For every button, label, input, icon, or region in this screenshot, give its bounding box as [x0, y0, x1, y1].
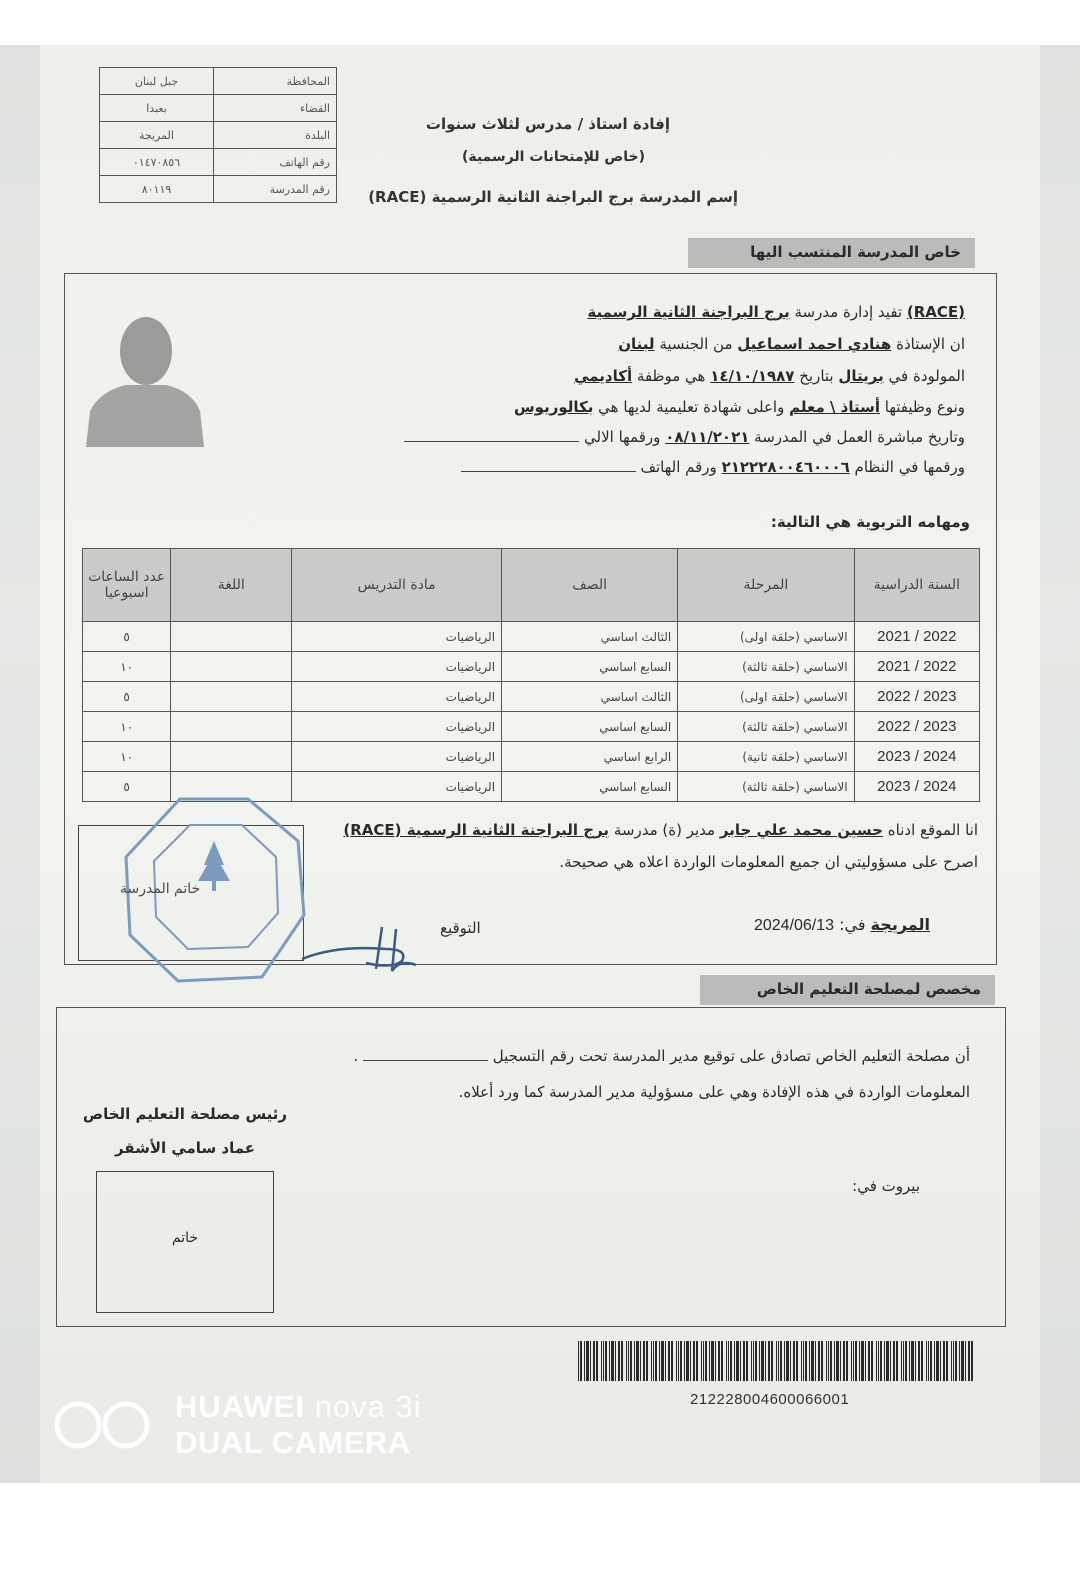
barcode-bar — [901, 1341, 902, 1381]
barcode-bar — [796, 1341, 798, 1381]
barcode-bar — [590, 1341, 591, 1381]
barcode-bar — [718, 1341, 720, 1381]
barcode-bar — [755, 1341, 757, 1381]
info-value: بعبدا — [100, 95, 214, 122]
duties-cell-hours: ١٠ — [83, 712, 171, 742]
duties-row — [83, 712, 980, 742]
barcode-bar — [605, 1341, 607, 1381]
duties-cell-stage: الاساسي (حلقة ثالثة) — [678, 772, 854, 802]
barcode-bar — [896, 1341, 898, 1381]
duties-header-cell: الصف — [502, 549, 678, 622]
info-label: المحافظة — [214, 68, 337, 95]
statement-line-3: المولودة في بريتال بتاريخ ١٤/١٠/١٩٨٧ هي موظفة أكاديمي — [574, 367, 965, 385]
barcode-bar — [811, 1341, 814, 1381]
duties-title: ومهامه التربوية هي التالية: — [770, 513, 970, 531]
dual-camera-logo-icon — [52, 1397, 154, 1453]
barcode-bar — [855, 1341, 857, 1381]
barcode-bar — [890, 1341, 891, 1381]
barcode-bar — [696, 1341, 698, 1381]
info-row — [100, 68, 337, 95]
barcode-bar — [586, 1341, 589, 1381]
barcode-bar — [953, 1341, 954, 1381]
barcode-bar — [686, 1341, 689, 1381]
barcode-bar — [834, 1341, 835, 1381]
stamp-box-label: خاتم — [171, 1230, 199, 1246]
duties-row — [83, 682, 980, 712]
barcode-bar — [751, 1341, 752, 1381]
duties-header-cell: اللغة — [171, 549, 292, 622]
duties-header-cell: عدد الساعات اسبوعيا — [83, 549, 171, 622]
info-value: ٠١٤٧٠٨٥٦ — [100, 149, 214, 176]
duties-cell-hours: ٥ — [83, 622, 171, 652]
barcode-bar — [851, 1341, 852, 1381]
person-photo-placeholder — [86, 307, 206, 447]
barcode-bar — [903, 1341, 904, 1381]
info-label: رقم المدرسة — [214, 176, 337, 203]
info-row — [100, 176, 337, 203]
barcode-bar — [934, 1341, 935, 1381]
barcode-bar — [726, 1341, 727, 1381]
barcode-bar — [818, 1341, 820, 1381]
barcode — [578, 1341, 978, 1381]
barcode-bar — [621, 1341, 623, 1381]
info-label: رقم الهاتف — [214, 149, 337, 176]
barcode-bar — [776, 1341, 777, 1381]
barcode-bar — [905, 1341, 907, 1381]
head-title: رئيس مصلحة التعليم الخاص — [82, 1105, 288, 1123]
barcode-bar — [653, 1341, 654, 1381]
barcode-bar — [596, 1341, 598, 1381]
info-value: ٨٠١١٩ — [100, 176, 214, 203]
barcode-bar — [636, 1341, 639, 1381]
duties-cell-subject: الرياضيات — [292, 742, 502, 772]
barcode-bar — [584, 1341, 585, 1381]
barcode-bar — [593, 1341, 595, 1381]
duties-cell-subject: الرياضيات — [292, 772, 502, 802]
barcode-bar — [865, 1341, 866, 1381]
barcode-bar — [955, 1341, 957, 1381]
info-label: القضاء — [214, 95, 337, 122]
declaration-line-2: اصرح على مسؤوليتي ان جميع المعلومات الواردة اعلاه هي صحيحة. — [559, 853, 978, 871]
barcode-bar — [655, 1341, 657, 1381]
duties-cell-subject: الرياضيات — [292, 652, 502, 682]
barcode-bar — [909, 1341, 910, 1381]
signature-label: التوقيع — [440, 919, 481, 937]
duties-cell-hours: ١٠ — [83, 652, 171, 682]
duties-cell-year: 2024 / 2023 — [854, 772, 979, 802]
barcode-bar — [671, 1341, 673, 1381]
statement-line-5: وتاريخ مباشرة العمل في المدرسة ٠٨/١١/٢٠٢١ ورقمها الالي — [404, 428, 965, 446]
signature — [296, 919, 426, 979]
barcode-bar — [715, 1341, 716, 1381]
duties-cell-year: 2023 / 2022 — [854, 712, 979, 742]
info-row — [100, 122, 337, 149]
duties-cell-hours: ٥ — [83, 682, 171, 712]
barcode-bar — [803, 1341, 804, 1381]
barcode-bar — [790, 1341, 791, 1381]
duties-cell-grade: الثالث اساسي — [502, 622, 678, 652]
info-row — [100, 149, 337, 176]
duties-cell-stage: الاساسي (حلقة ثالثة) — [678, 652, 854, 682]
blank-line — [404, 441, 579, 442]
barcode-bar — [815, 1341, 816, 1381]
statement-line-6: ورقمها في النظام ٢١٢٢٢٨٠٠٤٦٠٠٠٦ ورقم الهاتف — [461, 458, 965, 476]
barcode-bar — [690, 1341, 691, 1381]
duties-cell-lang — [171, 652, 292, 682]
duties-cell-hours: ١٠ — [83, 742, 171, 772]
beirut-date-label: بيروت في: — [852, 1177, 920, 1195]
barcode-bar — [643, 1341, 645, 1381]
barcode-bar — [603, 1341, 604, 1381]
barcode-bar — [943, 1341, 945, 1381]
barcode-bar — [771, 1341, 773, 1381]
barcode-bar — [886, 1341, 889, 1381]
barcode-bar — [911, 1341, 914, 1381]
barcode-bar — [701, 1341, 702, 1381]
barcode-bar — [893, 1341, 895, 1381]
barcode-bar — [793, 1341, 795, 1381]
duties-cell-subject: الرياضيات — [292, 622, 502, 652]
approval-line-1: أن مصلحة التعليم الخاص تصادق على توقيع مدير المدرسة تحت رقم التسجيل . — [353, 1047, 970, 1065]
barcode-bar — [840, 1341, 841, 1381]
barcode-bar — [705, 1341, 707, 1381]
duties-cell-year: 2024 / 2023 — [854, 742, 979, 772]
barcode-bar — [946, 1341, 948, 1381]
info-label: البلدة — [214, 122, 337, 149]
barcode-bar — [761, 1341, 764, 1381]
barcode-bar — [959, 1341, 960, 1381]
barcode-bar — [940, 1341, 941, 1381]
barcode-bar — [859, 1341, 860, 1381]
stamp-label: خاتم المدرسة — [120, 881, 201, 897]
barcode-bar — [630, 1341, 632, 1381]
statement-block — [300, 300, 965, 500]
barcode-bar — [765, 1341, 766, 1381]
info-value: المريجة — [100, 122, 214, 149]
document-title: إفادة استاذ / مدرس لثلاث سنوات — [425, 115, 670, 133]
school-name-line: (RACE) إسم المدرسة برج البراجنة الثانية الرسمية — [368, 188, 738, 206]
duties-cell-grade: السابع اساسي — [502, 712, 678, 742]
barcode-bar — [628, 1341, 629, 1381]
duties-cell-lang — [171, 712, 292, 742]
barcode-bar — [936, 1341, 939, 1381]
barcode-bar — [659, 1341, 660, 1381]
duties-cell-grade: السابع اساسي — [502, 772, 678, 802]
document-subtitle: (خاص للإمتحانات الرسمية) — [461, 149, 645, 165]
barcode-bar — [836, 1341, 839, 1381]
barcode-bar — [878, 1341, 879, 1381]
barcode-bar — [580, 1341, 582, 1381]
barcode-bar — [753, 1341, 754, 1381]
barcode-bar — [786, 1341, 789, 1381]
barcode-bar — [601, 1341, 602, 1381]
statement-line-4: ونوع وظيفتها أستاذ \ معلم واعلى شهادة تعليمية لديها هي بكالوريوس — [513, 398, 965, 416]
info-value: جبل لبنان — [100, 68, 214, 95]
statement-line-2: ان الإستاذة هنادي احمد اسماعيل من الجنسية لبنان — [618, 335, 965, 353]
barcode-bar — [861, 1341, 864, 1381]
barcode-bar — [971, 1341, 973, 1381]
blank-line — [461, 471, 636, 472]
duties-cell-subject: الرياضيات — [292, 712, 502, 742]
approval-line-2: المعلومات الواردة في هذه الإفادة وهي على مسؤولية مدير المدرسة كما ورد أعلاه. — [458, 1083, 970, 1101]
barcode-bar — [678, 1341, 679, 1381]
barcode-bar — [746, 1341, 748, 1381]
barcode-bar — [884, 1341, 885, 1381]
barcode-bar — [730, 1341, 732, 1381]
duties-cell-stage: الاساسي (حلقة اولى) — [678, 682, 854, 712]
barcode-bar — [780, 1341, 782, 1381]
duties-cell-stage: الاساسي (حلقة ثالثة) — [678, 712, 854, 742]
barcode-bar — [609, 1341, 610, 1381]
barcode-bar — [768, 1341, 770, 1381]
barcode-bar — [965, 1341, 966, 1381]
barcode-bar — [951, 1341, 952, 1381]
statement-line-1: (RACE) تفيد إدارة مدرسة برج البراجنة الثانية الرسمية — [587, 303, 965, 321]
barcode-bar — [676, 1341, 677, 1381]
official-stamp-box — [96, 1171, 274, 1313]
barcode-bar — [809, 1341, 810, 1381]
barcode-bar — [918, 1341, 920, 1381]
barcode-bar — [926, 1341, 927, 1381]
barcode-bar — [921, 1341, 923, 1381]
barcode-bar — [801, 1341, 802, 1381]
barcode-bar — [709, 1341, 710, 1381]
barcode-bar — [721, 1341, 723, 1381]
barcode-bar — [684, 1341, 685, 1381]
barcode-bar — [618, 1341, 620, 1381]
barcode-bar — [736, 1341, 739, 1381]
barcode-bar — [826, 1341, 827, 1381]
barcode-bar — [853, 1341, 854, 1381]
duties-cell-year: 2023 / 2022 — [854, 682, 979, 712]
barcode-bar — [871, 1341, 873, 1381]
duties-header-cell: المرحلة — [678, 549, 854, 622]
duties-cell-hours: ٥ — [83, 772, 171, 802]
barcode-bar — [734, 1341, 735, 1381]
barcode-bar — [743, 1341, 745, 1381]
document-photo — [0, 45, 1080, 1483]
barcode-bar — [661, 1341, 664, 1381]
declaration-line-1: انا الموقع ادناه حسين محمد علي جابر مدير (ة) مدرسة برج البراجنة الثانية الرسمية (RACE) — [343, 821, 978, 839]
duties-table — [82, 548, 980, 802]
declaration-place-date: المريجة في: 2024/06/13 — [753, 915, 930, 934]
barcode-bar — [778, 1341, 779, 1381]
barcode-number: 212228004600066001 — [690, 1391, 850, 1408]
duties-row — [83, 652, 980, 682]
barcode-bar — [830, 1341, 832, 1381]
duties-cell-year: 2022 / 2021 — [854, 622, 979, 652]
head-name: عماد سامي الأشقر — [114, 1139, 256, 1157]
barcode-bar — [876, 1341, 877, 1381]
barcode-bar — [665, 1341, 666, 1381]
barcode-bar — [728, 1341, 729, 1381]
approval-block — [320, 1047, 970, 1117]
duties-cell-grade: السابع اساسي — [502, 652, 678, 682]
duties-cell-year: 2022 / 2021 — [854, 652, 979, 682]
barcode-bar — [961, 1341, 964, 1381]
barcode-bar — [868, 1341, 870, 1381]
duties-cell-grade: الثالث اساسي — [502, 682, 678, 712]
barcode-bar — [843, 1341, 845, 1381]
barcode-bar — [968, 1341, 970, 1381]
watermark-brand: HUAWEI nova 3i — [175, 1389, 422, 1424]
barcode-bar — [846, 1341, 848, 1381]
duties-cell-lang — [171, 742, 292, 772]
barcode-bar — [611, 1341, 614, 1381]
barcode-bar — [578, 1341, 579, 1381]
barcode-bar — [711, 1341, 714, 1381]
barcode-bar — [680, 1341, 682, 1381]
duties-row — [83, 622, 980, 652]
barcode-bar — [740, 1341, 741, 1381]
barcode-bar — [693, 1341, 695, 1381]
declaration-block — [330, 819, 978, 889]
duties-row — [83, 742, 980, 772]
barcode-bar — [626, 1341, 627, 1381]
barcode-bar — [821, 1341, 823, 1381]
barcode-bar — [634, 1341, 635, 1381]
barcode-bar — [915, 1341, 916, 1381]
school-info-table — [99, 67, 337, 203]
barcode-bar — [668, 1341, 670, 1381]
barcode-bar — [880, 1341, 882, 1381]
section-private-edu-title: مخصص لمصلحة التعليم الخاص — [700, 975, 995, 1005]
duties-cell-stage: الاساسي (حلقة اولى) — [678, 622, 854, 652]
watermark-camera: DUAL CAMERA — [175, 1425, 411, 1460]
barcode-bar — [646, 1341, 648, 1381]
duties-cell-grade: الرابع اساسي — [502, 742, 678, 772]
blank-line — [363, 1060, 488, 1061]
duties-header-cell: السنة الدراسية — [854, 549, 979, 622]
barcode-bar — [703, 1341, 704, 1381]
duties-cell-stage: الاساسي (حلقة ثانية) — [678, 742, 854, 772]
duties-cell-lang — [171, 622, 292, 652]
barcode-bar — [759, 1341, 760, 1381]
duties-header-cell: مادة التدريس — [292, 549, 502, 622]
barcode-bar — [615, 1341, 616, 1381]
barcode-bar — [651, 1341, 652, 1381]
barcode-bar — [784, 1341, 785, 1381]
barcode-bar — [640, 1341, 641, 1381]
barcode-bar — [930, 1341, 932, 1381]
info-row — [100, 95, 337, 122]
barcode-bar — [928, 1341, 929, 1381]
barcode-bar — [805, 1341, 807, 1381]
duties-cell-lang — [171, 682, 292, 712]
duties-cell-subject: الرياضيات — [292, 682, 502, 712]
barcode-bar — [828, 1341, 829, 1381]
section-school-title: خاص المدرسة المنتسب اليها — [688, 238, 975, 268]
